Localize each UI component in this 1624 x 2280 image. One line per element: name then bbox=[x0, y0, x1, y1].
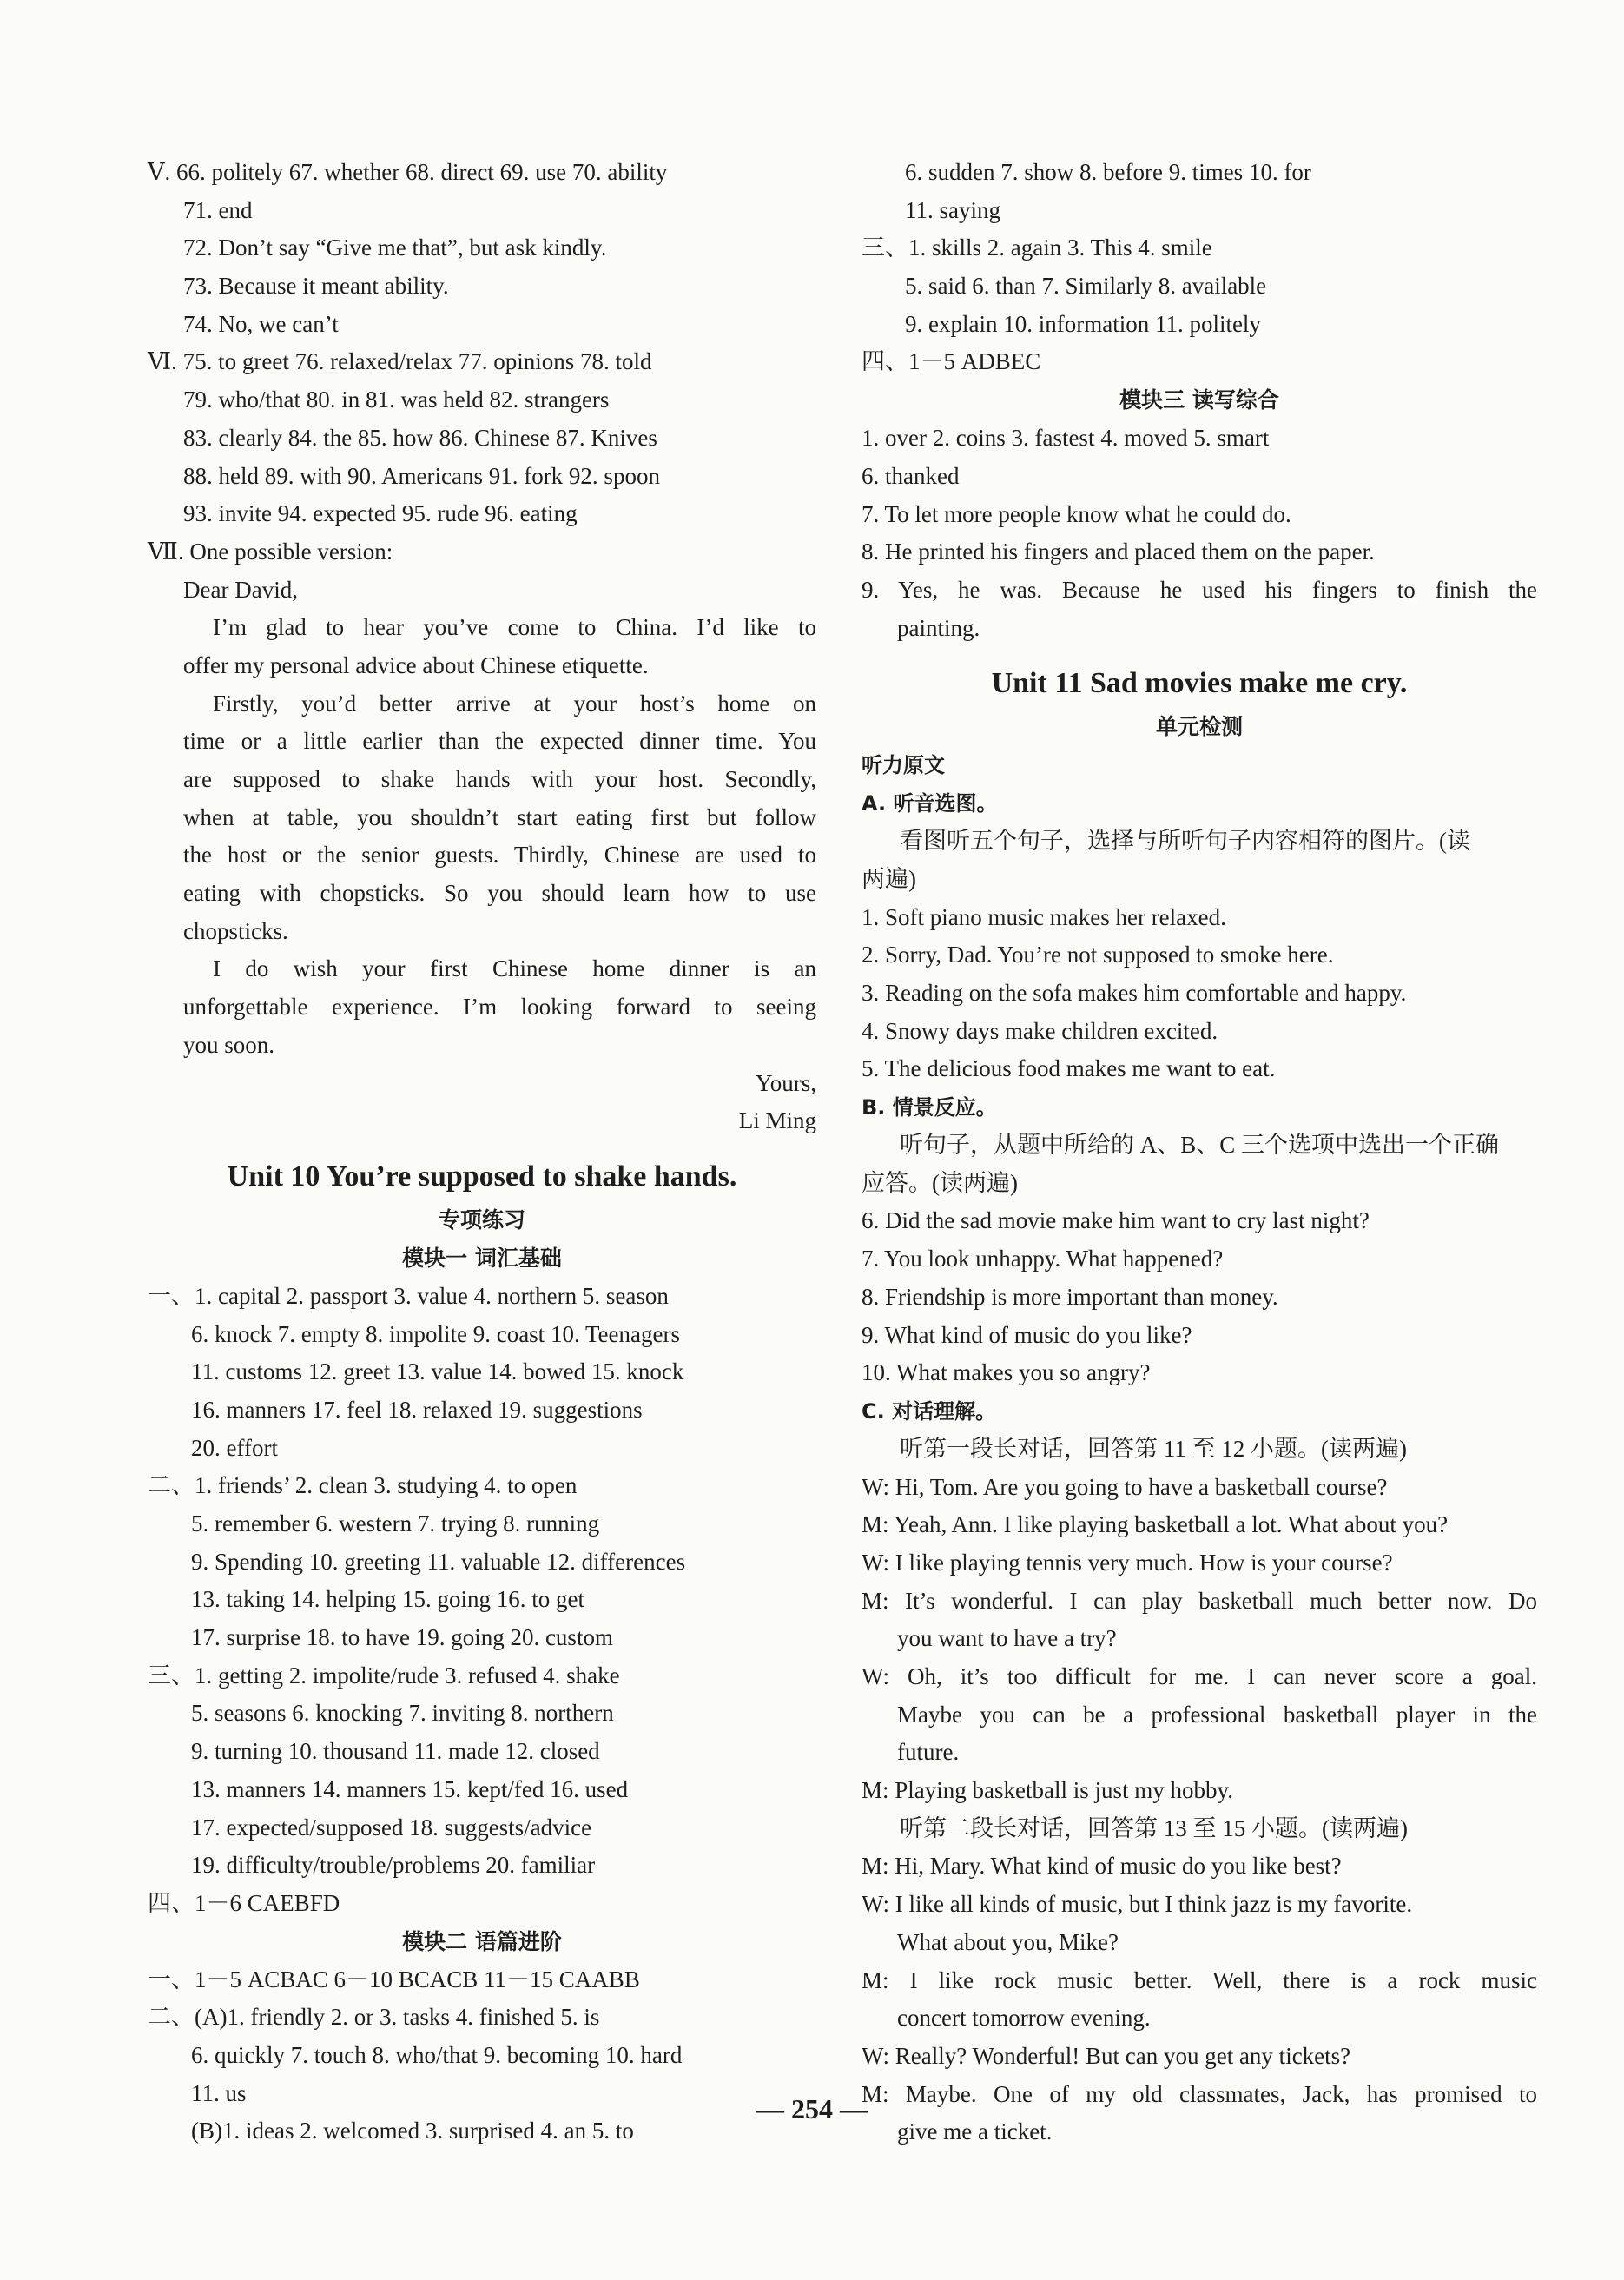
text-line: M: Hi, Mary. What kind of music do you like best? bbox=[862, 1853, 1342, 1880]
text-line: Dear David, bbox=[183, 576, 298, 603]
text-line: I do wish your first Chinese home dinner is an bbox=[213, 955, 816, 982]
text-line: 9. What kind of music do you like? bbox=[862, 1321, 1192, 1348]
text-line: you soon. bbox=[183, 1031, 275, 1058]
section-heading: 单元检测 bbox=[1155, 714, 1243, 740]
text-line: 6. quickly 7. touch 8. who/that 9. becoming 10. hard bbox=[191, 2041, 683, 2068]
text-line: unforgettable experience. I’m looking forward to seeing bbox=[183, 994, 816, 1021]
text-line: 10. What makes you so angry? bbox=[862, 1359, 1151, 1386]
text-line: give me a ticket. bbox=[897, 2118, 1053, 2145]
section-heading: 专项练习 bbox=[438, 1206, 525, 1233]
text-line: 6. sudden 7. show 8. before 9. times 10. for bbox=[905, 159, 1311, 185]
text-line: Ⅴ. 66. politely 67. whether 68. direct 69. use 70. ability bbox=[148, 159, 668, 185]
text-line: concert tomorrow evening. bbox=[897, 2005, 1151, 2032]
text-line: M: Playing basketball is just my hobby. bbox=[862, 1777, 1233, 1804]
text-line: W: I like all kinds of music, but I think jazz is my favorite. bbox=[862, 1891, 1413, 1918]
text-line: 11. customs 12. greet 13. value 14. bowed 15. knock bbox=[191, 1358, 684, 1385]
text-line: 9. explain 10. information 11. politely bbox=[905, 310, 1261, 337]
text-line: 13. manners 14. manners 15. kept/fed 16. used bbox=[191, 1775, 629, 1802]
text-line: 1. Soft piano music makes her relaxed. bbox=[862, 903, 1226, 930]
subsection-heading: B. 情景反应。 bbox=[862, 1095, 997, 1120]
module-heading: 模块一 词汇基础 bbox=[402, 1245, 562, 1271]
text-line: time or a little earlier than the expected dinner time. You bbox=[183, 728, 816, 755]
text-line: 17. surprise 18. to have 19. going 20. custom bbox=[191, 1624, 613, 1651]
text-line: Ⅶ. One possible version: bbox=[148, 538, 393, 565]
text-line: M: It’s wonderful. I can play basketball much better now. Do bbox=[862, 1587, 1537, 1614]
unit-heading: Unit 11 Sad movies make me cry. bbox=[991, 667, 1408, 700]
subsection-heading: C. 对话理解。 bbox=[862, 1398, 997, 1424]
right-column bbox=[862, 154, 1537, 2151]
text-line: 3. Reading on the sofa makes him comfortable and happy. bbox=[862, 980, 1407, 1006]
text-line: eating with chopsticks. So you should learn how to use bbox=[183, 880, 816, 907]
text-line: 看图听五个句子，选择与所听句子内容相符的图片。(读 bbox=[900, 828, 1470, 855]
text-line: 93. invite 94. expected 95. rude 96. eating bbox=[183, 500, 578, 527]
text-line: 二、1. friends’ 2. clean 3. studying 4. to open bbox=[148, 1472, 578, 1499]
text-line: offer my personal advice about Chinese etiquette. bbox=[183, 651, 649, 678]
left-column bbox=[148, 154, 816, 2151]
text-line: 听句子，从题中所给的 A、B、C 三个选项中选出一个正确 bbox=[900, 1132, 1500, 1159]
text-line: 9. turning 10. thousand 11. made 12. closed bbox=[191, 1738, 600, 1765]
text-line: 16. manners 17. feel 18. relaxed 19. suggestions bbox=[191, 1396, 643, 1423]
text-line: M: Yeah, Ann. I like playing basketball a lot. What about you? bbox=[862, 1511, 1449, 1538]
text-line: 71. end bbox=[183, 196, 253, 223]
text-line: 17. expected/supposed 18. suggests/advice bbox=[191, 1814, 592, 1841]
subsection-heading: 听力原文 bbox=[862, 753, 945, 778]
text-line: 72. Don’t say “Give me that”, but ask kindly. bbox=[183, 235, 607, 261]
text-line: 听第一段长对话，回答第 11 至 12 小题。(读两遍) bbox=[900, 1435, 1407, 1462]
text-line: 11. us bbox=[191, 2079, 247, 2106]
text-line: 四、1－5 ADBEC bbox=[862, 348, 1041, 375]
text-line: 一、1. capital 2. passport 3. value 4. northern 5. season bbox=[148, 1282, 669, 1309]
text-line: I’m glad to hear you’ve come to China. I’d like to bbox=[213, 614, 816, 641]
text-line: chopsticks. bbox=[183, 917, 288, 944]
text-line: painting. bbox=[897, 614, 980, 641]
text-line: (B)1. ideas 2. welcomed 3. surprised 4. an 5. to bbox=[191, 2118, 634, 2145]
text-line: 11. saying bbox=[905, 196, 1000, 223]
unit-heading: Unit 10 You’re supposed to shake hands. bbox=[227, 1160, 737, 1193]
text-line: 9. Yes, he was. Because he used his fingers to finish the bbox=[862, 576, 1537, 603]
module-heading: 模块三 读写综合 bbox=[1119, 387, 1279, 413]
text-line: 5. remember 6. western 7. trying 8. running bbox=[191, 1510, 600, 1537]
text-line: 8. Friendship is more important than money. bbox=[862, 1283, 1278, 1310]
text-line: the host or the senior guests. Thirdly, Chinese are used to bbox=[183, 842, 816, 869]
text-line: Yours, bbox=[755, 1069, 816, 1096]
text-line: M: I like rock music better. Well, there is a rock music bbox=[862, 1966, 1537, 1993]
text-line: when at table, you shouldn’t start eating first but follow bbox=[183, 803, 816, 830]
text-line: Firstly, you’d better arrive at your host’s home on bbox=[213, 690, 816, 717]
text-line: 6. knock 7. empty 8. impolite 9. coast 10. Teenagers bbox=[191, 1320, 680, 1347]
text-line: 7. To let more people know what he could do. bbox=[862, 500, 1291, 527]
text-line: 5. The delicious food makes me want to eat. bbox=[862, 1055, 1276, 1082]
text-line: 5. said 6. than 7. Similarly 8. available bbox=[905, 273, 1267, 300]
text-line: M: Maybe. One of my old classmates, Jack, has promised to bbox=[862, 2080, 1537, 2107]
subsection-heading: A. 听音选图。 bbox=[862, 791, 998, 816]
text-line: you want to have a try? bbox=[897, 1625, 1117, 1652]
text-line: What about you, Mike? bbox=[897, 1928, 1119, 1955]
text-line: 20. effort bbox=[191, 1434, 278, 1461]
text-line: 79. who/that 80. in 81. was held 82. strangers bbox=[183, 387, 610, 413]
text-line: 三、1. skills 2. again 3. This 4. smile bbox=[862, 235, 1212, 261]
text-line: 9. Spending 10. greeting 11. valuable 12. differences bbox=[191, 1548, 686, 1575]
text-line: 应答。(读两遍) bbox=[862, 1169, 1018, 1196]
text-line: 4. Snowy days make children excited. bbox=[862, 1017, 1218, 1044]
text-line: 8. He printed his fingers and placed them on the paper. bbox=[862, 539, 1375, 565]
text-line: 6. Did the sad movie make him want to cry last night? bbox=[862, 1207, 1370, 1234]
text-line: 听第二段长对话，回答第 13 至 15 小题。(读两遍) bbox=[900, 1814, 1408, 1841]
text-line: 5. seasons 6. knocking 7. inviting 8. northern bbox=[191, 1700, 614, 1727]
text-line: 二、(A)1. friendly 2. or 3. tasks 4. finished 5. is bbox=[148, 2004, 600, 2031]
text-line: 19. difficulty/trouble/problems 20. familiar bbox=[191, 1852, 596, 1879]
text-line: 1. over 2. coins 3. fastest 4. moved 5. smart bbox=[862, 425, 1270, 452]
text-line: Maybe you can be a professional basketball player in the bbox=[897, 1701, 1537, 1728]
text-line: Ⅵ. 75. to greet 76. relaxed/relax 77. opinions 78. told bbox=[148, 348, 652, 375]
text-line: 三、1. getting 2. impolite/rude 3. refused 4. shake bbox=[148, 1662, 620, 1689]
text-line: 7. You look unhappy. What happened? bbox=[862, 1246, 1224, 1272]
module-heading: 模块二 语篇进阶 bbox=[402, 1928, 562, 1954]
text-line: 6. thanked bbox=[862, 462, 960, 489]
text-line: Li Ming bbox=[738, 1107, 816, 1134]
text-line: 13. taking 14. helping 15. going 16. to get bbox=[191, 1586, 584, 1613]
text-line: 四、1－6 CAEBFD bbox=[148, 1889, 340, 1916]
text-line: 74. No, we can’t bbox=[183, 310, 339, 337]
text-line: W: Hi, Tom. Are you going to have a basketball course? bbox=[862, 1473, 1388, 1500]
page-number: — 254 — bbox=[756, 2093, 868, 2125]
text-line: future. bbox=[897, 1739, 960, 1766]
text-line: 83. clearly 84. the 85. how 86. Chinese 87. Knives bbox=[183, 424, 657, 451]
text-line: are supposed to shake hands with your host. Secondly, bbox=[183, 766, 816, 792]
text-line: 两遍) bbox=[862, 865, 916, 892]
text-line: W: Really? Wonderful! But can you get any tickets? bbox=[862, 2042, 1351, 2069]
text-line: 一、1－5 ACBAC 6－10 BCACB 11－15 CAABB bbox=[148, 1966, 640, 1993]
text-line: W: I like playing tennis very much. How is your course? bbox=[862, 1549, 1393, 1576]
text-line: 2. Sorry, Dad. You’re not supposed to smoke here. bbox=[862, 942, 1334, 968]
text-line: 88. held 89. with 90. Americans 91. fork 92. spoon bbox=[183, 462, 660, 489]
text-line: 73. Because it meant ability. bbox=[183, 273, 449, 300]
text-line: W: Oh, it’s too difficult for me. I can never score a goal. bbox=[862, 1663, 1537, 1689]
